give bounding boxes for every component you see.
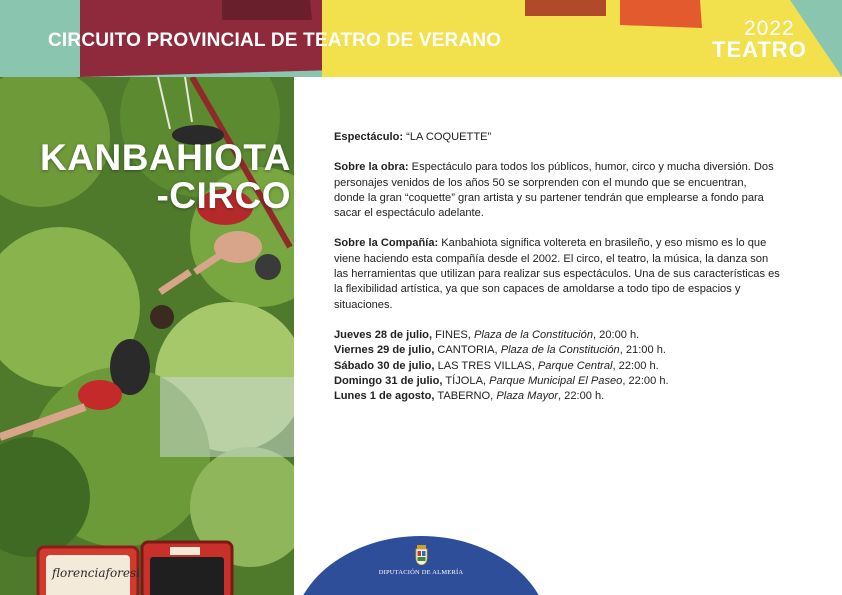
coat-of-arms-icon [415, 545, 428, 565]
schedule-item [334, 389, 780, 404]
schedule-day: Domingo 31 de julio, [334, 374, 443, 387]
show-label: Espectáculo: [334, 131, 404, 143]
schedule-town: TABERNO, [434, 390, 497, 403]
show-title: “LA COQUETTE” [403, 131, 492, 143]
schedule-item [334, 328, 780, 343]
about-label: Sobre la obra: [334, 161, 409, 174]
schedule-venue: Plaza de la Constitución [500, 344, 620, 357]
schedule-time: , 20:00 h. [593, 328, 640, 341]
schedule-list [334, 328, 780, 404]
schedule-day: Jueves 28 de julio, [334, 328, 433, 341]
event-description [334, 130, 780, 404]
company-name-line-2: -CIRCO [156, 175, 291, 216]
schedule-time: , 21:00 h. [619, 344, 666, 357]
orange-block [620, 0, 702, 28]
schedule-time: , 22:00 h. [558, 390, 605, 403]
performer-photo [0, 77, 294, 595]
header-band [0, 0, 842, 77]
schedule-town: CANTORIA, [434, 344, 501, 357]
schedule-venue: Plaza Mayor [496, 390, 558, 403]
schedule-town: LAS TRES VILLAS, [434, 359, 538, 372]
schedule-item [334, 359, 780, 374]
schedule-day: Viernes 29 de julio, [334, 344, 435, 357]
company-name-line-1: KANBAHIOTA [40, 137, 291, 178]
schedule-venue: Plaza de la Constitución [473, 328, 593, 341]
schedule-item [334, 374, 780, 389]
schedule-time: , 22:00 h. [612, 359, 659, 372]
logo-year: 2022 [744, 17, 795, 40]
institution-label: DIPUTACIÓN DE ALMERÍA [378, 569, 464, 576]
dark-block-left [222, 0, 312, 20]
schedule-day: Sábado 30 de julio, [334, 359, 435, 372]
schedule-item [334, 343, 780, 358]
schedule-time: , 22:00 h. [622, 374, 669, 387]
schedule-venue: Parque Municipal El Paseo [489, 374, 623, 387]
company-label: Sobre la Compañía: [334, 237, 439, 250]
photographer-signature: florenciaforesi [52, 566, 141, 580]
schedule-town: TÍJOLA, [442, 374, 490, 387]
schedule-town: FINES, [432, 328, 474, 341]
about-text: Espectáculo para todos los públicos, humor, circo y mucha diversión. Dos personajes venidos de los años 50 se sorprenden con el mundo que se encuentran, donde la gran “coquette” gran artista y su partener tendrán que emplearse a fondo para sacar el espectáculo adelante. [334, 161, 774, 220]
company-text: Kanbahiota significa voltereta en brasileño, y eso mismo es lo que viene haciendo esta compañía desde el 2002. El circo, el teatro, la música, la danza son las herramientas que utilizan para realizar sus espectáculos. Una de sus características es la flexibilidad artística, ya que son capaces de amoldarse a todo tipo de espacios y situaciones. [334, 237, 780, 311]
company-paragraph [334, 236, 780, 312]
program-title: CIRCUITO PROVINCIAL DE TEATRO DE VERANO [48, 30, 502, 51]
company-name-title [40, 139, 291, 215]
schedule-venue: Parque Central [537, 359, 613, 372]
brown-block [525, 0, 606, 16]
show-paragraph [334, 130, 780, 145]
schedule-day: Lunes 1 de agosto, [334, 390, 435, 403]
about-paragraph [334, 160, 780, 221]
logo-word: TEATRO [712, 37, 807, 62]
